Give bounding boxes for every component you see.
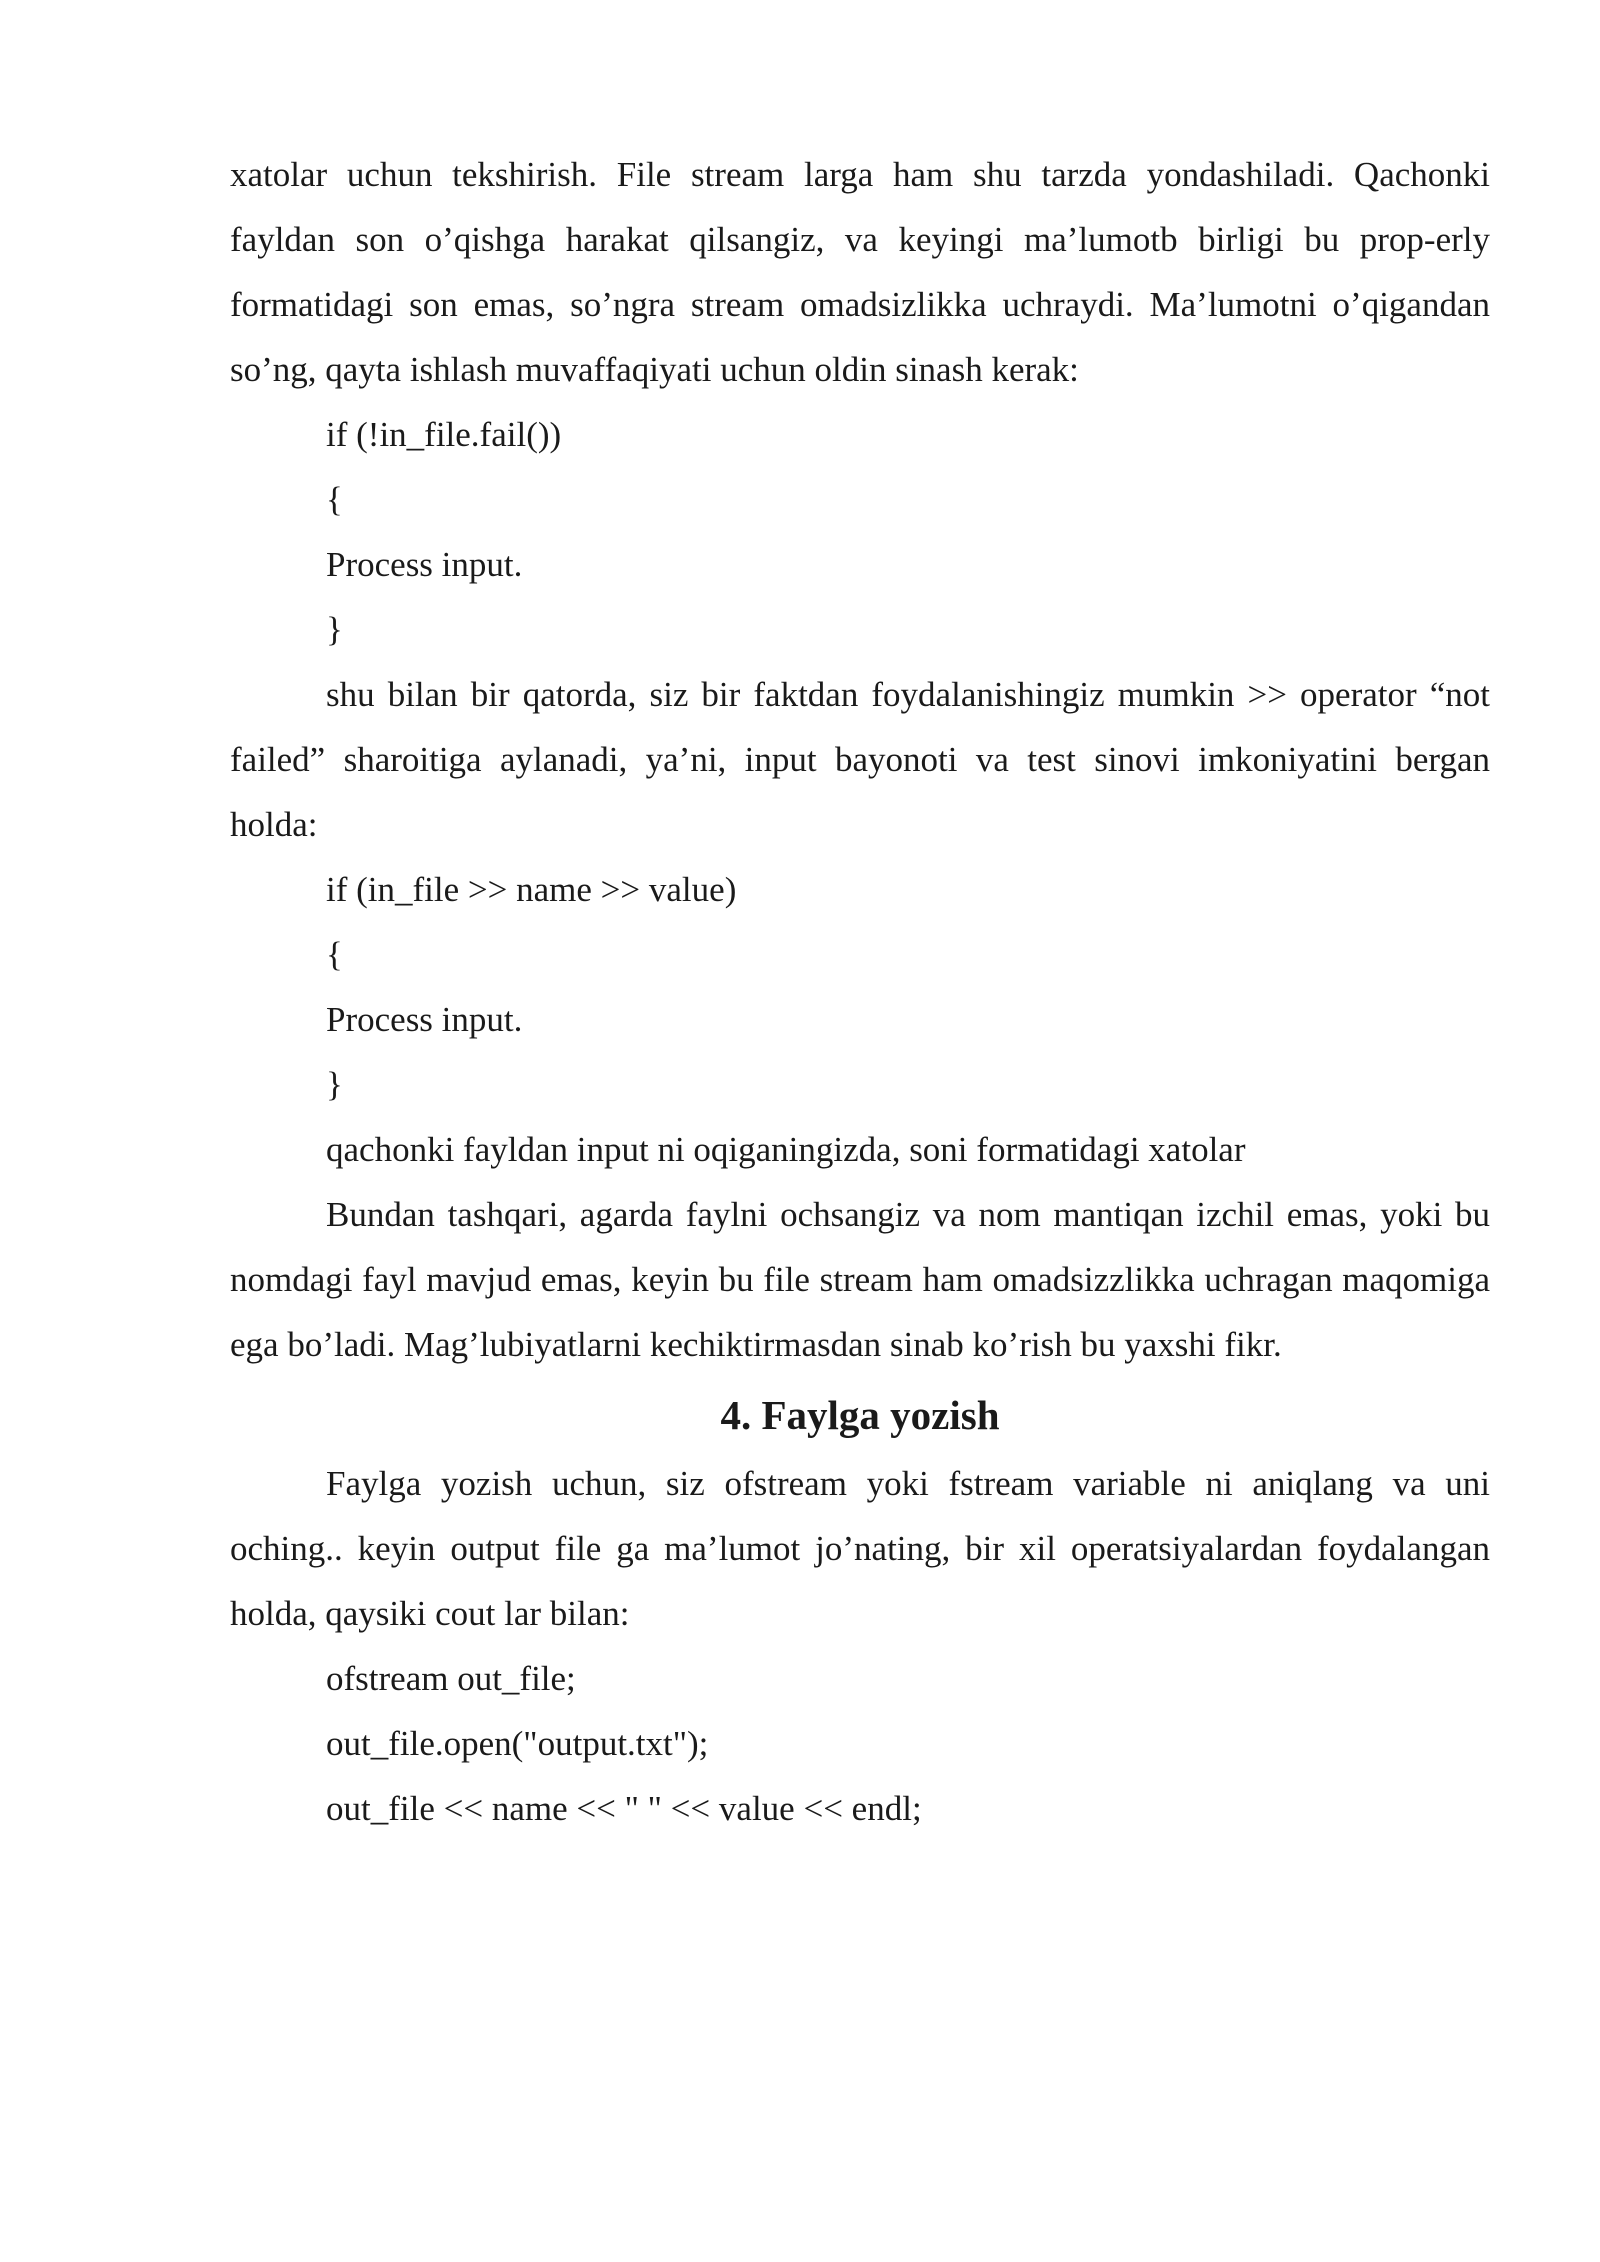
code-line: Process input. (326, 545, 523, 584)
code-line: out_file.open("output.txt"); (326, 1724, 709, 1763)
page-content (230, 142, 1490, 1841)
paragraph-format-errors: qachonki fayldan input ni oqiganingizda, soni formatidagi xatolar (326, 1130, 1246, 1169)
paragraph-writing-to-file: Faylga yozish uchun, siz ofstream yoki fstream variable ni aniqlang va uni oching.. keyin output file ga ma’lumot jo’nating, bir xil operatsiyalardan foydalangan holda, qaysiki cout lar bilan: (230, 1464, 1490, 1633)
paragraph-file-open-failure: Bundan tashqari, agarda faylni ochsangiz va nom mantiqan izchil emas, yoki bu nomdagi fayl mavjud emas, keyin bu file stream ham omadsizzlikka uchragan maqomiga ega bo’ladi. Mag’lubiyatlarni kechiktirmasdan sinab ko’rish bu yaxshi fikr. (230, 1195, 1490, 1364)
section-heading: 4. Faylga yozish (720, 1392, 1000, 1438)
code-line: if (in_file >> name >> value) (326, 870, 737, 909)
paragraph-error-checking: xatolar uchun tekshirish. File stream larga ham shu tarzda yondashiladi. Qachonki fayldan son o’qishga harakat qilsangiz, va keyingi ma’lumotb birligi bu prop-erly formatidagi son emas, so’ngra stream omadsizlikka uchraydi. Ma’lumotni o’qigandan so’ng, qayta ishlash muvaffaqiyati uchun oldin sinash kerak: (230, 155, 1490, 389)
code-line: } (326, 610, 343, 649)
code-line: ofstream out_file; (326, 1659, 576, 1698)
code-line: { (326, 935, 343, 974)
code-line: Process input. (326, 1000, 523, 1039)
code-line: } (326, 1065, 343, 1104)
code-line: { (326, 480, 343, 519)
code-line: out_file << name << " " << value << endl; (326, 1789, 922, 1828)
paragraph-not-failed: shu bilan bir qatorda, siz bir faktdan foydalanishingiz mumkin >> operator “not failed” sharoitiga aylanadi, ya’ni, input bayonoti va test sinovi imkoniyatini bergan holda: (230, 675, 1490, 844)
code-line: if (!in_file.fail()) (326, 415, 562, 454)
